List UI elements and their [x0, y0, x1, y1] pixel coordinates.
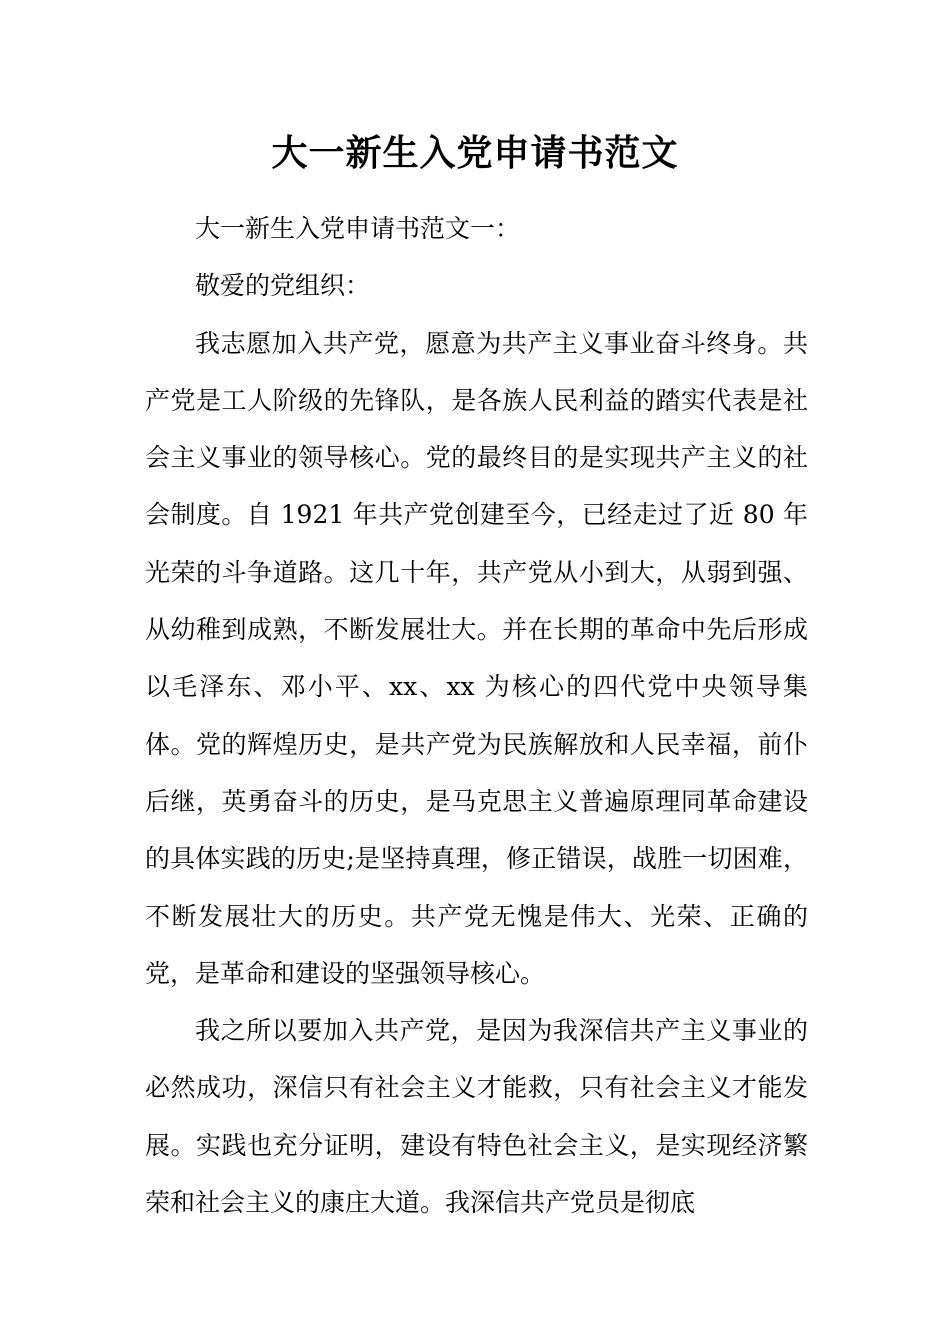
section-heading: 大一新生入党申请书范文一：: [195, 214, 521, 243]
body-paragraph: 我之所以要加入共产党，是因为我深信共产主义事业的必然成功，深信只有社会主义才能救，只有社会主义才能发展。实践也充分证明，建设有特色社会主义，是实现经济繁荣和社会主义的康庄大道。我深信共产党员是彻底: [145, 1016, 808, 1218]
body-paragraph: 我志愿加入共产党，愿意为共产主义事业奋斗终身。共产党是工人阶级的先锋队，是各族人民利益的踏实代表是社会主义事业的领导核心。党的最终目的是实现共产主义的社会制度。自 1921 年共产党创建至今，已经走过了近 80 年光荣的斗争道路。这几十年，共产党从小到大，从弱到强、从幼稚到成熟，不断发展壮大。并在长期的革命中先后形成以毛泽东、邓小平、xx、xx 为核心的四代党中央领导集体。党的辉煌历史，是共产党为民族解放和人民幸福，前仆后继，英勇奋斗的历史，是马克思主义普遍原理同革命建设的具体实践的历史;是坚持真理，修正错误，战胜一切困难，不断发展壮大的历史。共产党无愧是伟大、光荣、正确的党，是革命和建设的坚强领导核心。: [145, 328, 808, 988]
document-title: 大一新生入党申请书范文: [271, 132, 679, 174]
salutation: 敬爱的党组织：: [195, 271, 371, 301]
document-body: [145, 200, 808, 1231]
